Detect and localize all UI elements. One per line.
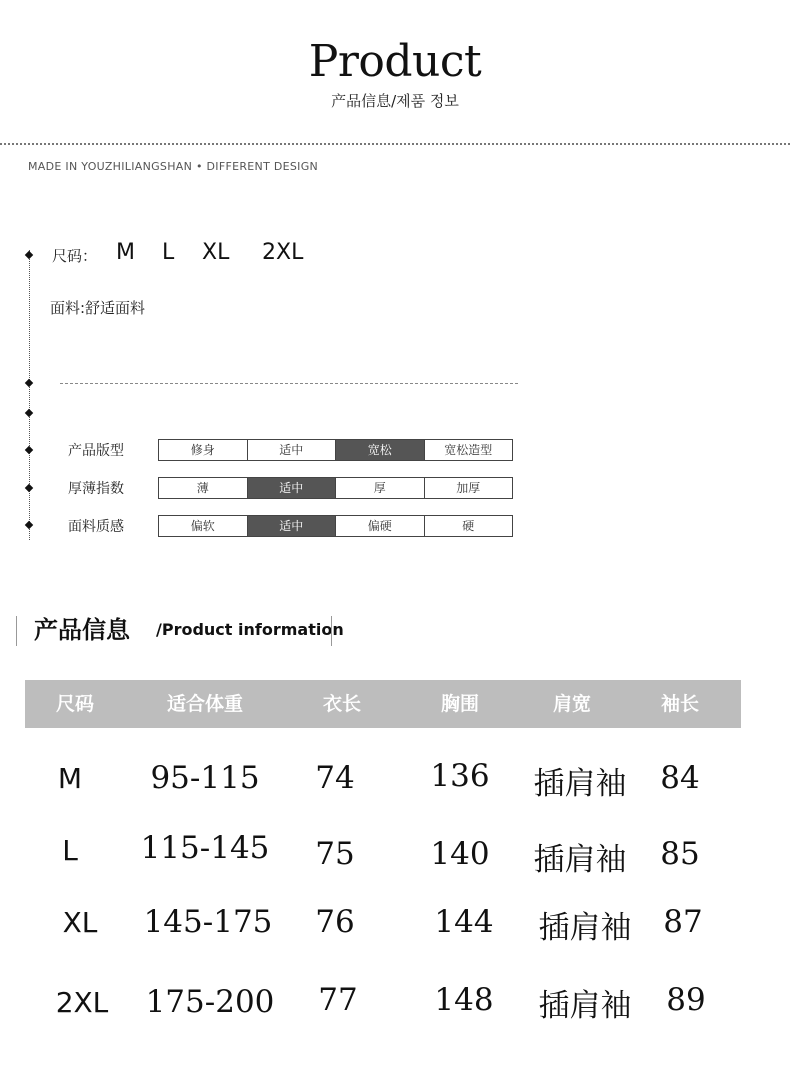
table-cell: XL (62, 906, 98, 939)
attribute-name: 产品版型 (68, 443, 124, 459)
table-cell: 144 (434, 904, 494, 940)
column-header: 衣长 (322, 693, 361, 715)
bullet-diamond-icon (25, 484, 33, 492)
column-header: 胸围 (440, 693, 479, 715)
scale-option: 宽松造型 (444, 443, 493, 457)
table-cell: L (62, 834, 78, 867)
table-cell: 148 (434, 982, 494, 1018)
size-option: M (116, 240, 135, 265)
table-cell: 89 (666, 982, 706, 1018)
table-cell: 2XL (55, 986, 109, 1019)
attribute-row-texture (68, 515, 513, 537)
brand-tagline: MADE IN YOUZHILIANGSHAN • DIFFERENT DESIGN (28, 160, 319, 173)
table-cell: 175-200 (145, 984, 275, 1020)
size-option: L (162, 240, 175, 265)
section-subtitle: /Product information (156, 620, 344, 639)
attribute-row-thickness (68, 477, 513, 499)
table-cell: 136 (430, 758, 490, 794)
table-cell: M (57, 762, 83, 795)
page-subtitle: 产品信息/제품 정보 (331, 92, 459, 110)
table-cell: 插肩袖 (533, 842, 627, 878)
dashed-divider (60, 383, 518, 384)
attribute-scale (158, 477, 513, 499)
table-cell: 84 (660, 760, 700, 796)
size-option: XL (202, 240, 230, 265)
column-header: 适合体重 (166, 693, 243, 715)
bullet-diamond-icon (25, 521, 33, 529)
size-option: 2XL (262, 240, 304, 265)
scale-option-selected: 适中 (248, 478, 337, 498)
heading-bar (331, 616, 332, 646)
scale-option: 薄 (159, 478, 248, 498)
scale-option: 偏软 (159, 516, 248, 536)
fabric-info: 面料:舒适面料 (50, 299, 146, 317)
size-list (116, 240, 322, 265)
column-header: 肩宽 (552, 693, 591, 715)
column-header: 尺码 (55, 693, 94, 715)
column-header: 袖长 (660, 693, 699, 715)
bullet-diamond-icon (25, 251, 33, 259)
dotted-divider (0, 143, 790, 145)
section-title: 产品信息 (34, 616, 130, 644)
scale-option: 硬 (462, 519, 475, 533)
size-table-header (25, 680, 741, 728)
scale-option: 偏硬 (336, 516, 425, 536)
table-cell: 85 (660, 836, 700, 872)
table-cell: 插肩袖 (538, 910, 632, 946)
scale-option: 加厚 (456, 481, 481, 495)
timeline-line (29, 250, 30, 540)
page-title: Product (308, 36, 482, 87)
scale-option-selected: 宽松 (336, 440, 425, 460)
scale-option: 厚 (336, 478, 425, 498)
table-cell: 插肩袖 (533, 766, 627, 802)
table-cell: 87 (663, 904, 703, 940)
heading-bar (16, 616, 17, 646)
scale-option: 适中 (248, 440, 337, 460)
table-cell: 145-175 (143, 904, 273, 940)
table-cell: 75 (315, 836, 355, 872)
attribute-name: 面料质感 (68, 519, 124, 535)
table-cell: 140 (430, 836, 490, 872)
table-cell: 115-145 (140, 830, 270, 866)
table-cell: 77 (318, 982, 358, 1018)
table-cell: 74 (315, 760, 355, 796)
attribute-name: 厚薄指数 (68, 481, 124, 497)
bullet-diamond-icon (25, 379, 33, 387)
scale-option: 修身 (159, 440, 248, 460)
bullet-diamond-icon (25, 446, 33, 454)
table-cell: 76 (315, 904, 355, 940)
attribute-scale (158, 439, 513, 461)
attribute-row-fit (68, 439, 513, 461)
size-label: 尺码： (52, 247, 98, 265)
table-cell: 插肩袖 (538, 988, 632, 1024)
scale-option-selected: 适中 (248, 516, 337, 536)
attribute-scale (158, 515, 513, 537)
table-cell: 95-115 (150, 760, 260, 796)
bullet-diamond-icon (25, 409, 33, 417)
